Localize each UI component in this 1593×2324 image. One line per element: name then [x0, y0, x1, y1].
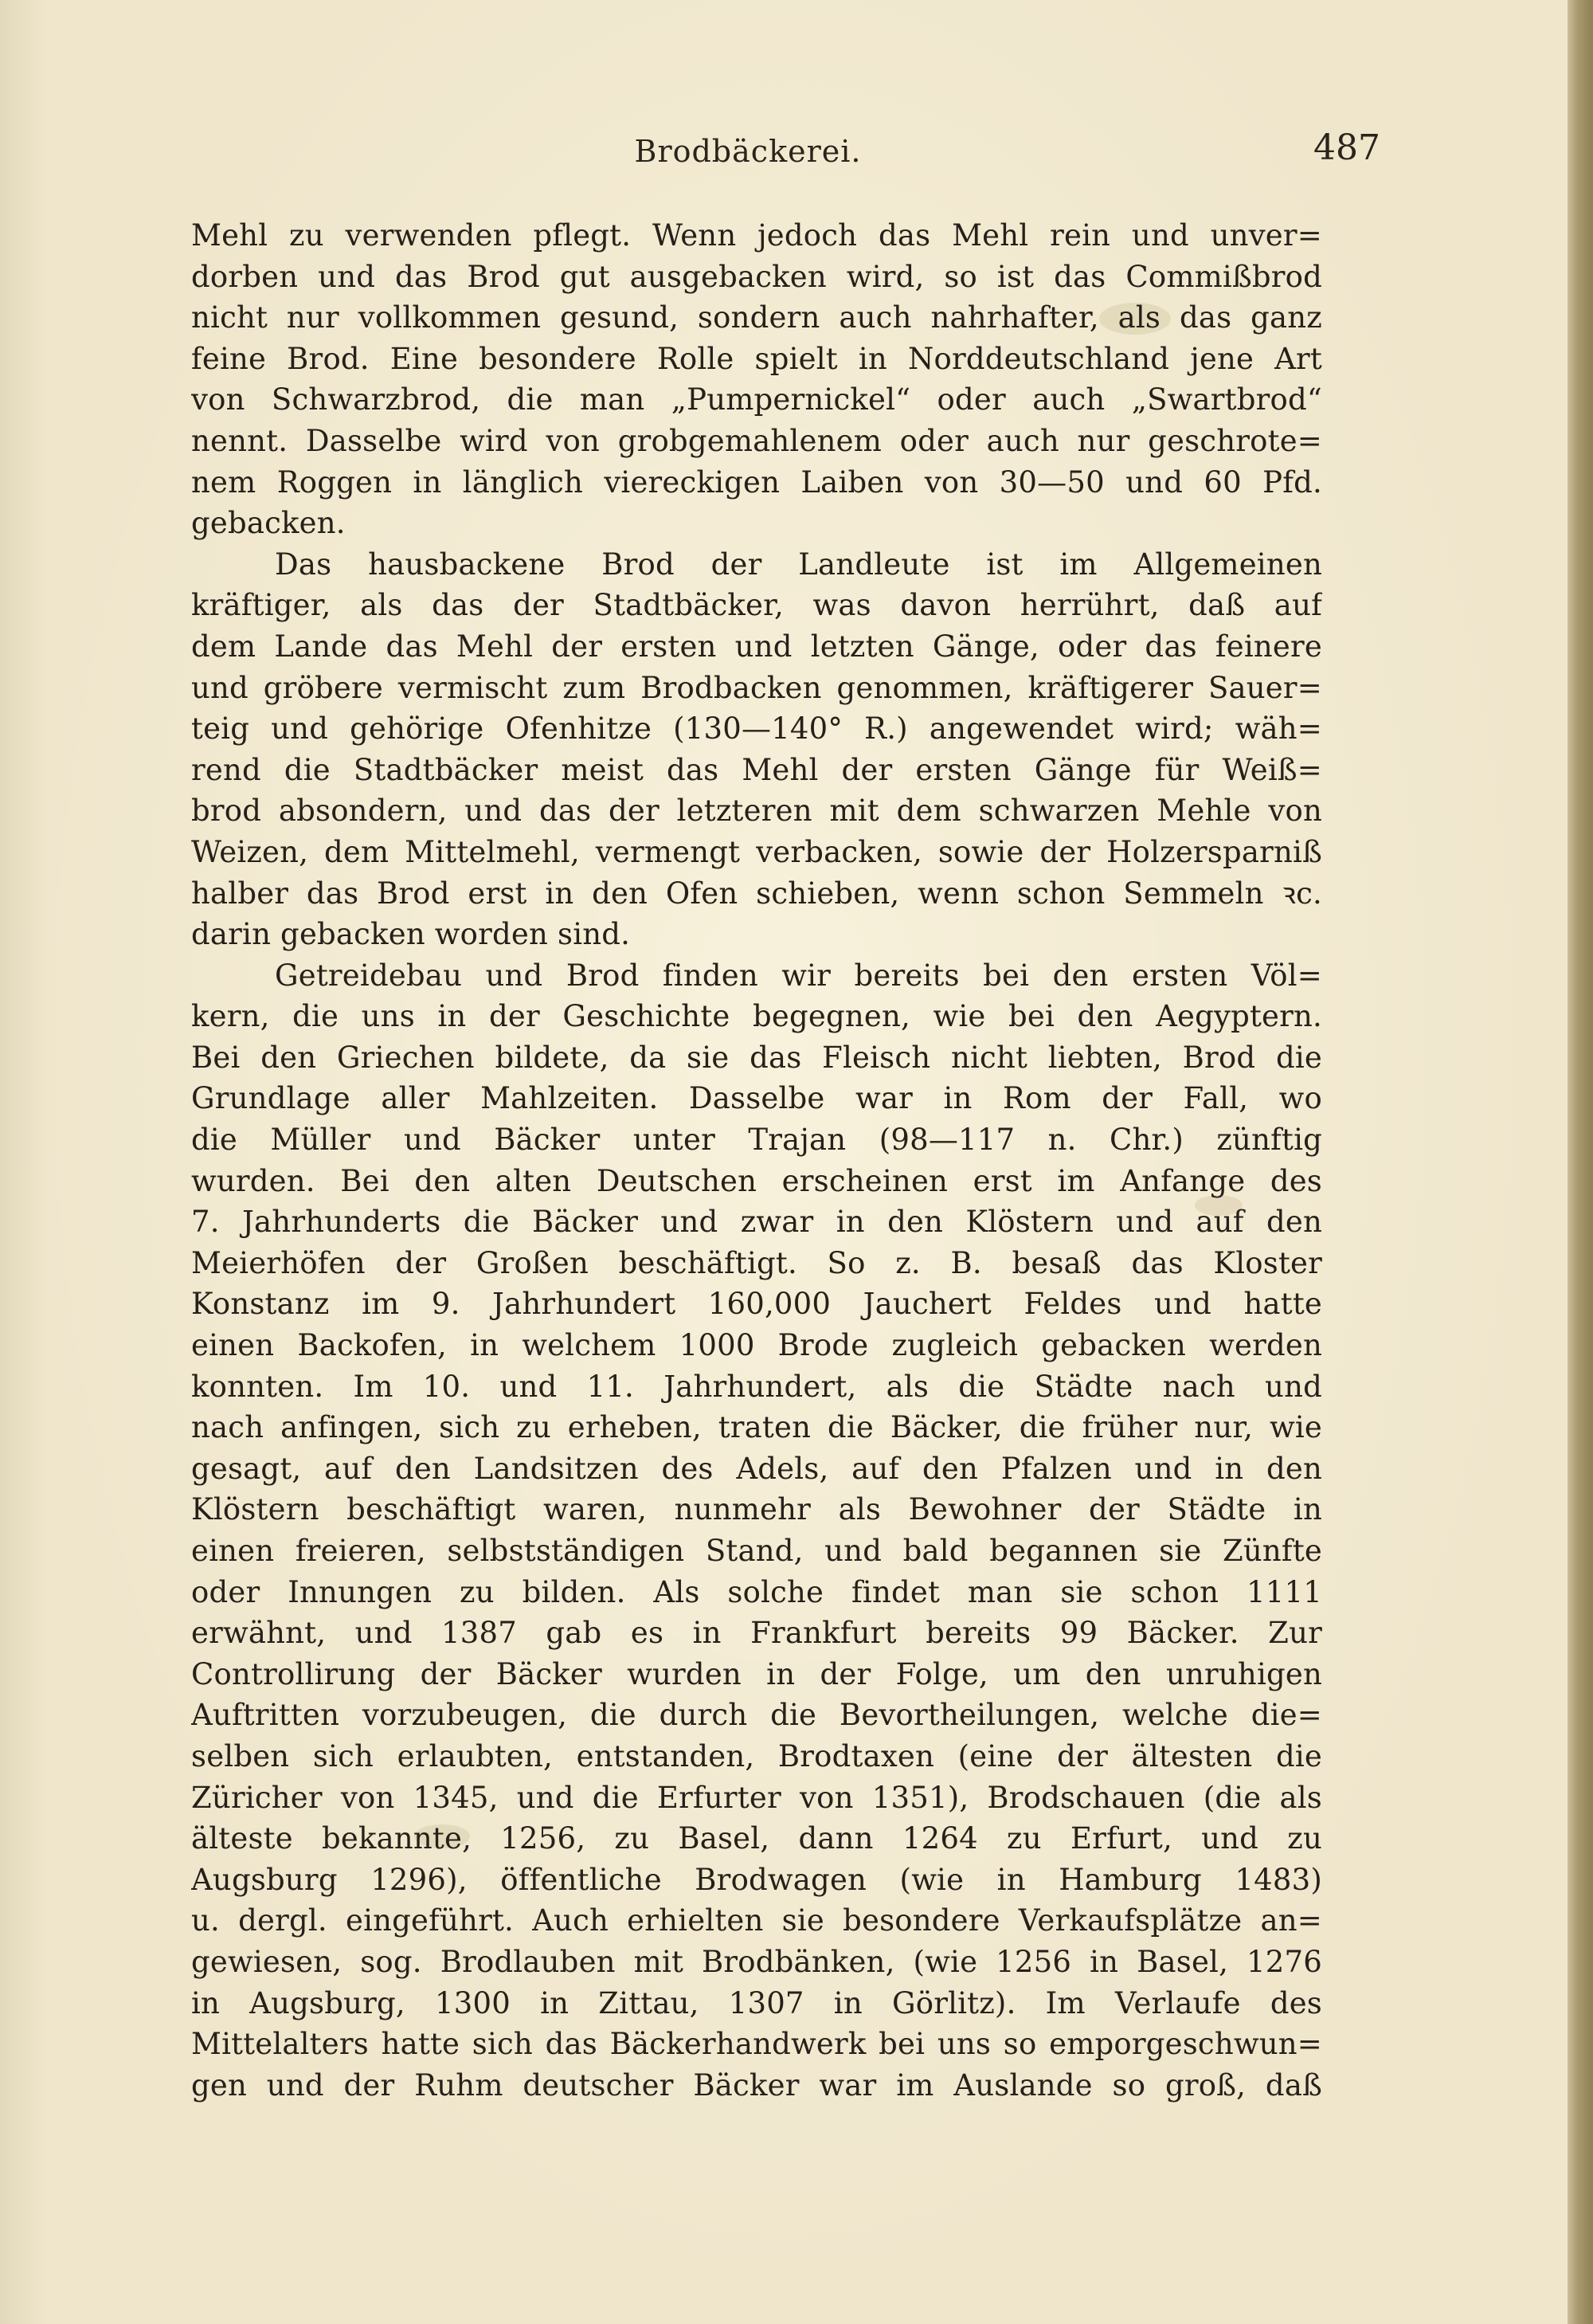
text-line: Bei den Griechen bildete, da sie das Fleisch nicht liebten, Brod die	[191, 1040, 1322, 1075]
text-line: dorben und das Brod gut ausgebacken wird, so ist das Commißbrod	[191, 259, 1322, 294]
text-line: brod absondern, und das der letzteren mit dem schwarzen Mehle von	[191, 794, 1322, 829]
text-line: in Augsburg, 1300 in Zittau, 1307 in Görlitz). Im Verlaufe des	[191, 1985, 1322, 2020]
text-line: oder Innungen zu bilden. Als solche findet man sie schon 1111	[191, 1574, 1322, 1609]
text-line: kräftiger, als das der Stadtbäcker, was davon herrührt, daß auf	[191, 588, 1322, 623]
page-number: 487	[1313, 127, 1380, 168]
text-line: Weizen, dem Mittelmehl, vermengt verbacken, sowie der Holzersparniß	[191, 834, 1322, 869]
text-line: Auftritten vorzubeugen, die durch die Bevortheilungen, welche die=	[191, 1698, 1322, 1733]
text-line: rend die Stadtbäcker meist das Mehl der ersten Gänge für Weiß=	[191, 752, 1322, 787]
text-line: von Schwarzbrod, die man „Pumpernickel“ oder auch „Swartbrod“	[191, 382, 1322, 417]
text-line: und gröbere vermischt zum Brodbacken genommen, kräftigerer Sauer=	[191, 670, 1322, 705]
page-edge-shadow	[1568, 0, 1593, 2324]
text-line: Klöstern beschäftigt waren, nunmehr als Bewohner der Städte in	[191, 1492, 1322, 1527]
text-line: Controllirung der Bäcker wurden in der Folge, um den unruhigen	[191, 1656, 1322, 1691]
text-line: älteste bekannte, 1256, zu Basel, dann 1264 zu Erfurt, und zu	[191, 1821, 1322, 1856]
text-line: Meierhöfen der Großen beschäftigt. So z. B. besaß das Kloster	[191, 1245, 1322, 1280]
text-line: erwähnt, und 1387 gab es in Frankfurt bereits 99 Bäcker. Zur	[191, 1616, 1322, 1651]
text-line: die Müller und Bäcker unter Trajan (98—117 n. Chr.) zünftig	[191, 1123, 1322, 1158]
text-line: Augsburg 1296), öffentliche Brodwagen (wie in Hamburg 1483)	[191, 1862, 1322, 1897]
running-head: Brodbäckerei.	[634, 134, 862, 169]
text-line: Konstanz im 9. Jahrhundert 160,000 Jauchert Feldes und hatte	[191, 1287, 1322, 1322]
text-line: einen freieren, selbstständigen Stand, und bald begannen sie Zünfte	[191, 1534, 1322, 1568]
text-line: wurden. Bei den alten Deutschen erscheinen erst im Anfange des	[191, 1163, 1322, 1198]
text-line: konnten. Im 10. und 11. Jahrhundert, als die Städte nach und	[191, 1369, 1322, 1404]
page-header	[191, 127, 1380, 175]
text-line: nach anfingen, sich zu erheben, traten die Bäcker, die früher nur, wie	[191, 1410, 1322, 1445]
text-line: gebacken.	[191, 506, 346, 541]
body-text	[191, 215, 1322, 2106]
text-line: Mittelalters hatte sich das Bäckerhandwerk bei uns so emporgeschwun=	[191, 2027, 1322, 2062]
text-line: einen Backofen, in welchem 1000 Brode zugleich gebacken werden	[191, 1328, 1322, 1363]
text-line: 7. Jahrhunderts die Bäcker und zwar in den Klöstern und auf den	[191, 1205, 1322, 1240]
text-line: nennt. Dasselbe wird von grobgemahlenem oder auch nur geschrote=	[191, 423, 1322, 458]
text-line: nicht nur vollkommen gesund, sondern auch nahrhafter, als das ganz	[191, 300, 1322, 335]
text-line: darin gebacken worden sind.	[191, 917, 631, 952]
paragraph-start-line: Getreidebau und Brod finden wir bereits bei den ersten Völ=	[275, 958, 1322, 993]
text-line: Mehl zu verwenden pflegt. Wenn jedoch das Mehl rein und unver=	[191, 218, 1322, 253]
text-line: halber das Brod erst in den Ofen schieben, wenn schon Semmeln ꝛc.	[191, 876, 1322, 911]
text-line: Züricher von 1345, und die Erfurter von 1351), Brodschauen (die als	[191, 1780, 1322, 1815]
text-line: dem Lande das Mehl der ersten und letzten Gänge, oder das feinere	[191, 629, 1322, 664]
paragraph-start-line: Das hausbackene Brod der Landleute ist im Allgemeinen	[275, 547, 1322, 582]
text-line: u. dergl. eingeführt. Auch erhielten sie besondere Verkaufsplätze an=	[191, 1903, 1322, 1938]
text-line: kern, die uns in der Geschichte begegnen, wie bei den Aegyptern.	[191, 999, 1322, 1034]
text-line: gewiesen, sog. Brodlauben mit Brodbänken, (wie 1256 in Basel, 1276	[191, 1944, 1322, 1979]
text-line: feine Brod. Eine besondere Rolle spielt in Norddeutschland jene Art	[191, 341, 1322, 376]
text-line: nem Roggen in länglich viereckigen Laiben von 30—50 und 60 Pfd.	[191, 464, 1322, 500]
text-line: gesagt, auf den Landsitzen des Adels, auf den Pfalzen und in den	[191, 1451, 1322, 1486]
text-line: gen und der Ruhm deutscher Bäcker war im Auslande so groß, daß	[191, 2067, 1322, 2103]
text-line: selben sich erlaubten, entstanden, Brodtaxen (eine der ältesten die	[191, 1738, 1322, 1773]
text-line: Grundlage aller Mahlzeiten. Dasselbe war in Rom der Fall, wo	[191, 1081, 1322, 1116]
text-line: teig und gehörige Ofenhitze (130—140° R.) angewendet wird; wäh=	[191, 711, 1322, 747]
